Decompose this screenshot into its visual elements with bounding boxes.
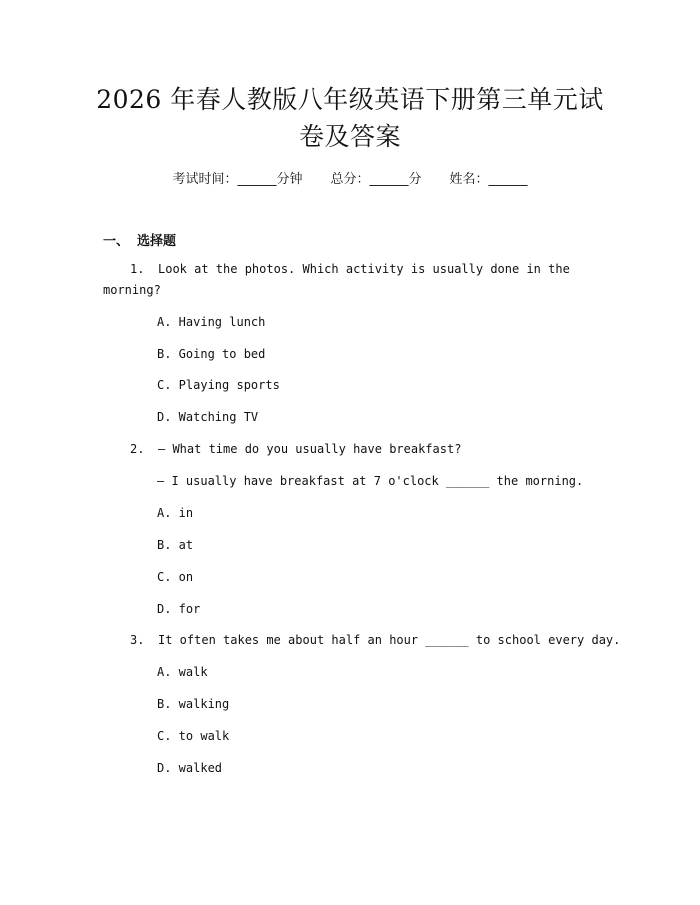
score-field: 总分：______分 (330, 172, 422, 187)
question-1-number: 1. (130, 262, 145, 276)
question-2-option-a: A. in (157, 506, 194, 520)
question-1-stem-line-2: morning? (103, 283, 161, 297)
question-3-stem-line-1: 3. It often takes me about half an hour ______ to school every day. (130, 633, 621, 647)
question-3-number: 3. (130, 633, 145, 647)
question-3-option-b: B. walking (157, 697, 230, 711)
question-3-option-d: D. walked (157, 761, 223, 775)
time-field: 考试时间：______分钟 (172, 172, 303, 187)
name-field: 姓名：______ (449, 172, 528, 187)
title-line-1: 2026 年春人教版八年级英语下册第三单元试 (96, 85, 604, 114)
question-2-stem-line-2: — I usually have breakfast at 7 o'clock ______ the morning. (157, 474, 584, 488)
question-2-stem-line-1: 2. — What time do you usually have breakfast? (130, 442, 462, 456)
question-1-option-a: A. Having lunch (157, 315, 266, 329)
question-1-stem-line-1: 1. Look at the photos. Which activity is usually done in the (130, 262, 570, 276)
question-2-number: 2. (130, 442, 145, 456)
question-1-option-b: B. Going to bed (157, 347, 266, 361)
question-1-option-d: D. Watching TV (157, 410, 259, 424)
title-line-2: 卷及答案 (298, 122, 401, 151)
question-3-option-c: C. to walk (157, 729, 230, 743)
section-number: 一、 (103, 234, 130, 249)
section-title: 选择题 (137, 234, 177, 249)
question-2-option-d: D. for (157, 602, 201, 616)
section-heading (103, 230, 176, 249)
question-3-option-a: A. walk (157, 665, 208, 679)
question-2-option-c: C. on (157, 570, 194, 584)
question-1-option-c: C. Playing sports (157, 378, 280, 392)
question-2-option-b: B. at (157, 538, 194, 552)
exam-info (0, 168, 700, 187)
